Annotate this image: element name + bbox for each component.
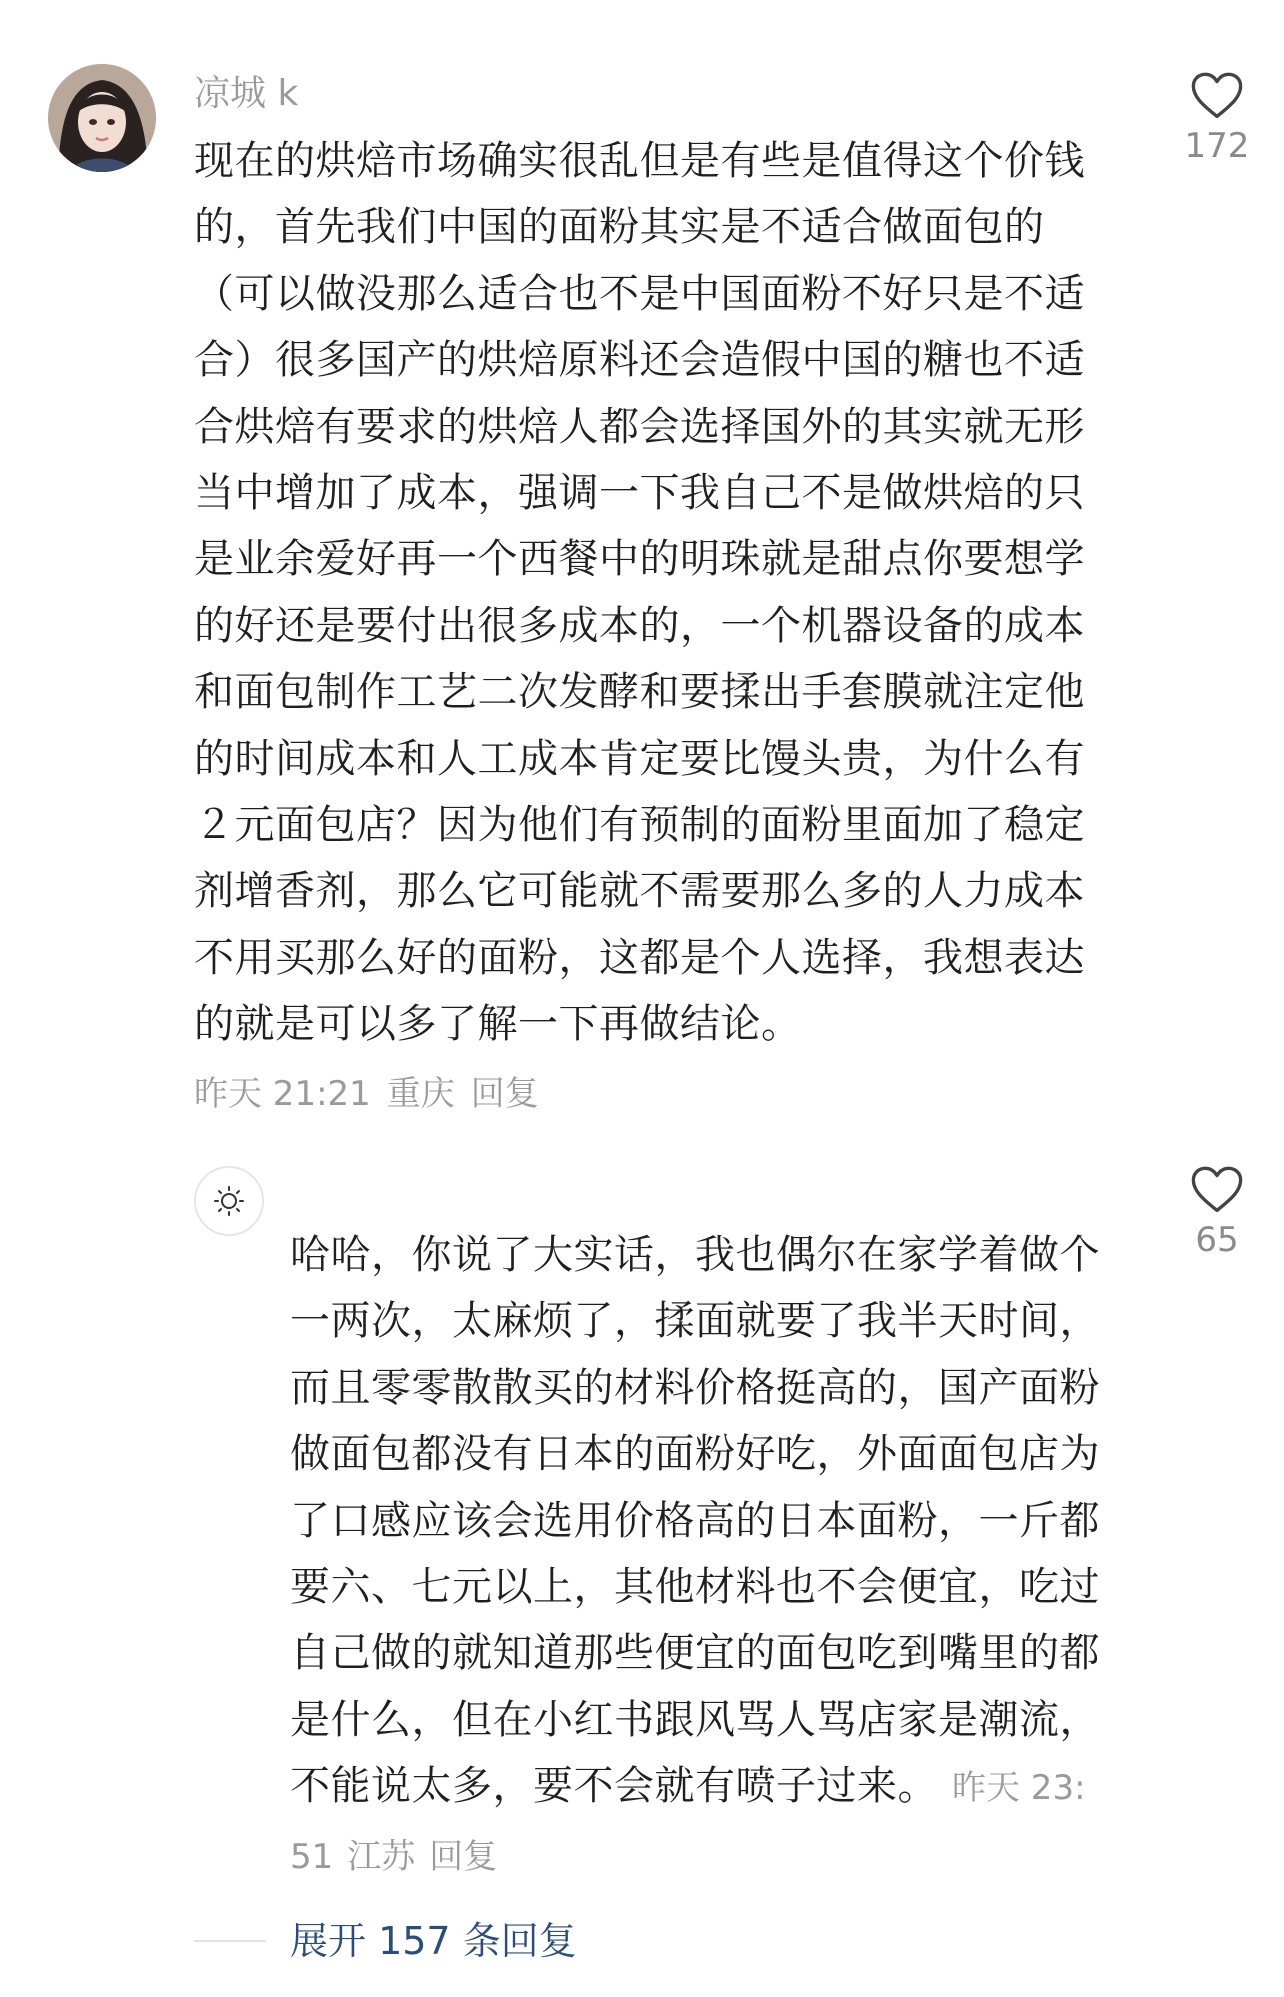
reply-like-count: 65 xyxy=(1195,1220,1239,1260)
reply-body: 哈哈，你说了大实话，我也偶尔在家学着做个一两次，太麻烦了，揉面就要了我半天时间，而且零零散散买的材料价格挺高的，国产面粉做面包都没有日本的面粉好吃，外面面包店为了口感应该会选用价格高的日本面粉，一斤都要六、七元以上，其他材料也不会便宜，吃过自己做的就知道那些便宜的面包吃到嘴里的都是什么，但在小红书跟风骂人骂店家是潮流，不能说太多，要不会就有喷子过来。 xyxy=(290,1232,1100,1810)
like-count: 172 xyxy=(1184,126,1250,166)
expand-replies[interactable] xyxy=(194,1916,577,1966)
reply-button[interactable]: 回复 xyxy=(470,1074,539,1114)
heart-outline-icon xyxy=(1190,70,1244,120)
reply-reply-button[interactable]: 回复 xyxy=(429,1836,498,1877)
username[interactable]: 凉城 k xyxy=(194,73,299,114)
heart-outline-icon xyxy=(1190,1164,1244,1214)
reply-avatar[interactable] xyxy=(194,1166,264,1236)
comment-text: 现在的烘焙市场确实很乱但是有些是值得这个价钱的，首先我们中国的面粉其实是不适合做面包的（可以做没那么适合也不是中国面粉不好只是不适合）很多国产的烘焙原料还会造假中国的糖也不适合烘焙有要求的烘焙人都会选择国外的其实就无形当中增加了成本，强调一下我自己不是做烘焙的只是业余爱好再一个西餐中的明珠就是甜点你要想学的好还是要付出很多成本的，一个机器设备的成本和面包制作工艺二次发酵和要揉出手套膜就注定他的时间成本和人工成本肯定要比馒头贵，为什么有２元面包店？因为他们有预制的面粉里面加了稳定剂增香剂，那么它可能就不需要那么多的人力成本不用买那么好的面粉，这都是个人选择，我想表达的就是可以多了解一下再做结论。 xyxy=(194,138,1085,1048)
reply-location: 江苏 xyxy=(347,1836,416,1877)
comment-time: 昨天 21:21 xyxy=(194,1074,371,1114)
divider xyxy=(194,1940,266,1942)
comment-meta xyxy=(194,1072,555,1116)
comment-location: 重庆 xyxy=(386,1074,455,1114)
expand-replies-label[interactable]: 展开 157 条回复 xyxy=(290,1919,577,1963)
sun-icon xyxy=(196,1168,262,1234)
reply-time: 昨天 23:51 xyxy=(290,1768,1086,1877)
reply-like-button[interactable] xyxy=(1162,1164,1272,1260)
avatar[interactable] xyxy=(48,64,156,172)
like-button[interactable] xyxy=(1162,70,1272,166)
reply-text xyxy=(290,1222,1100,1890)
